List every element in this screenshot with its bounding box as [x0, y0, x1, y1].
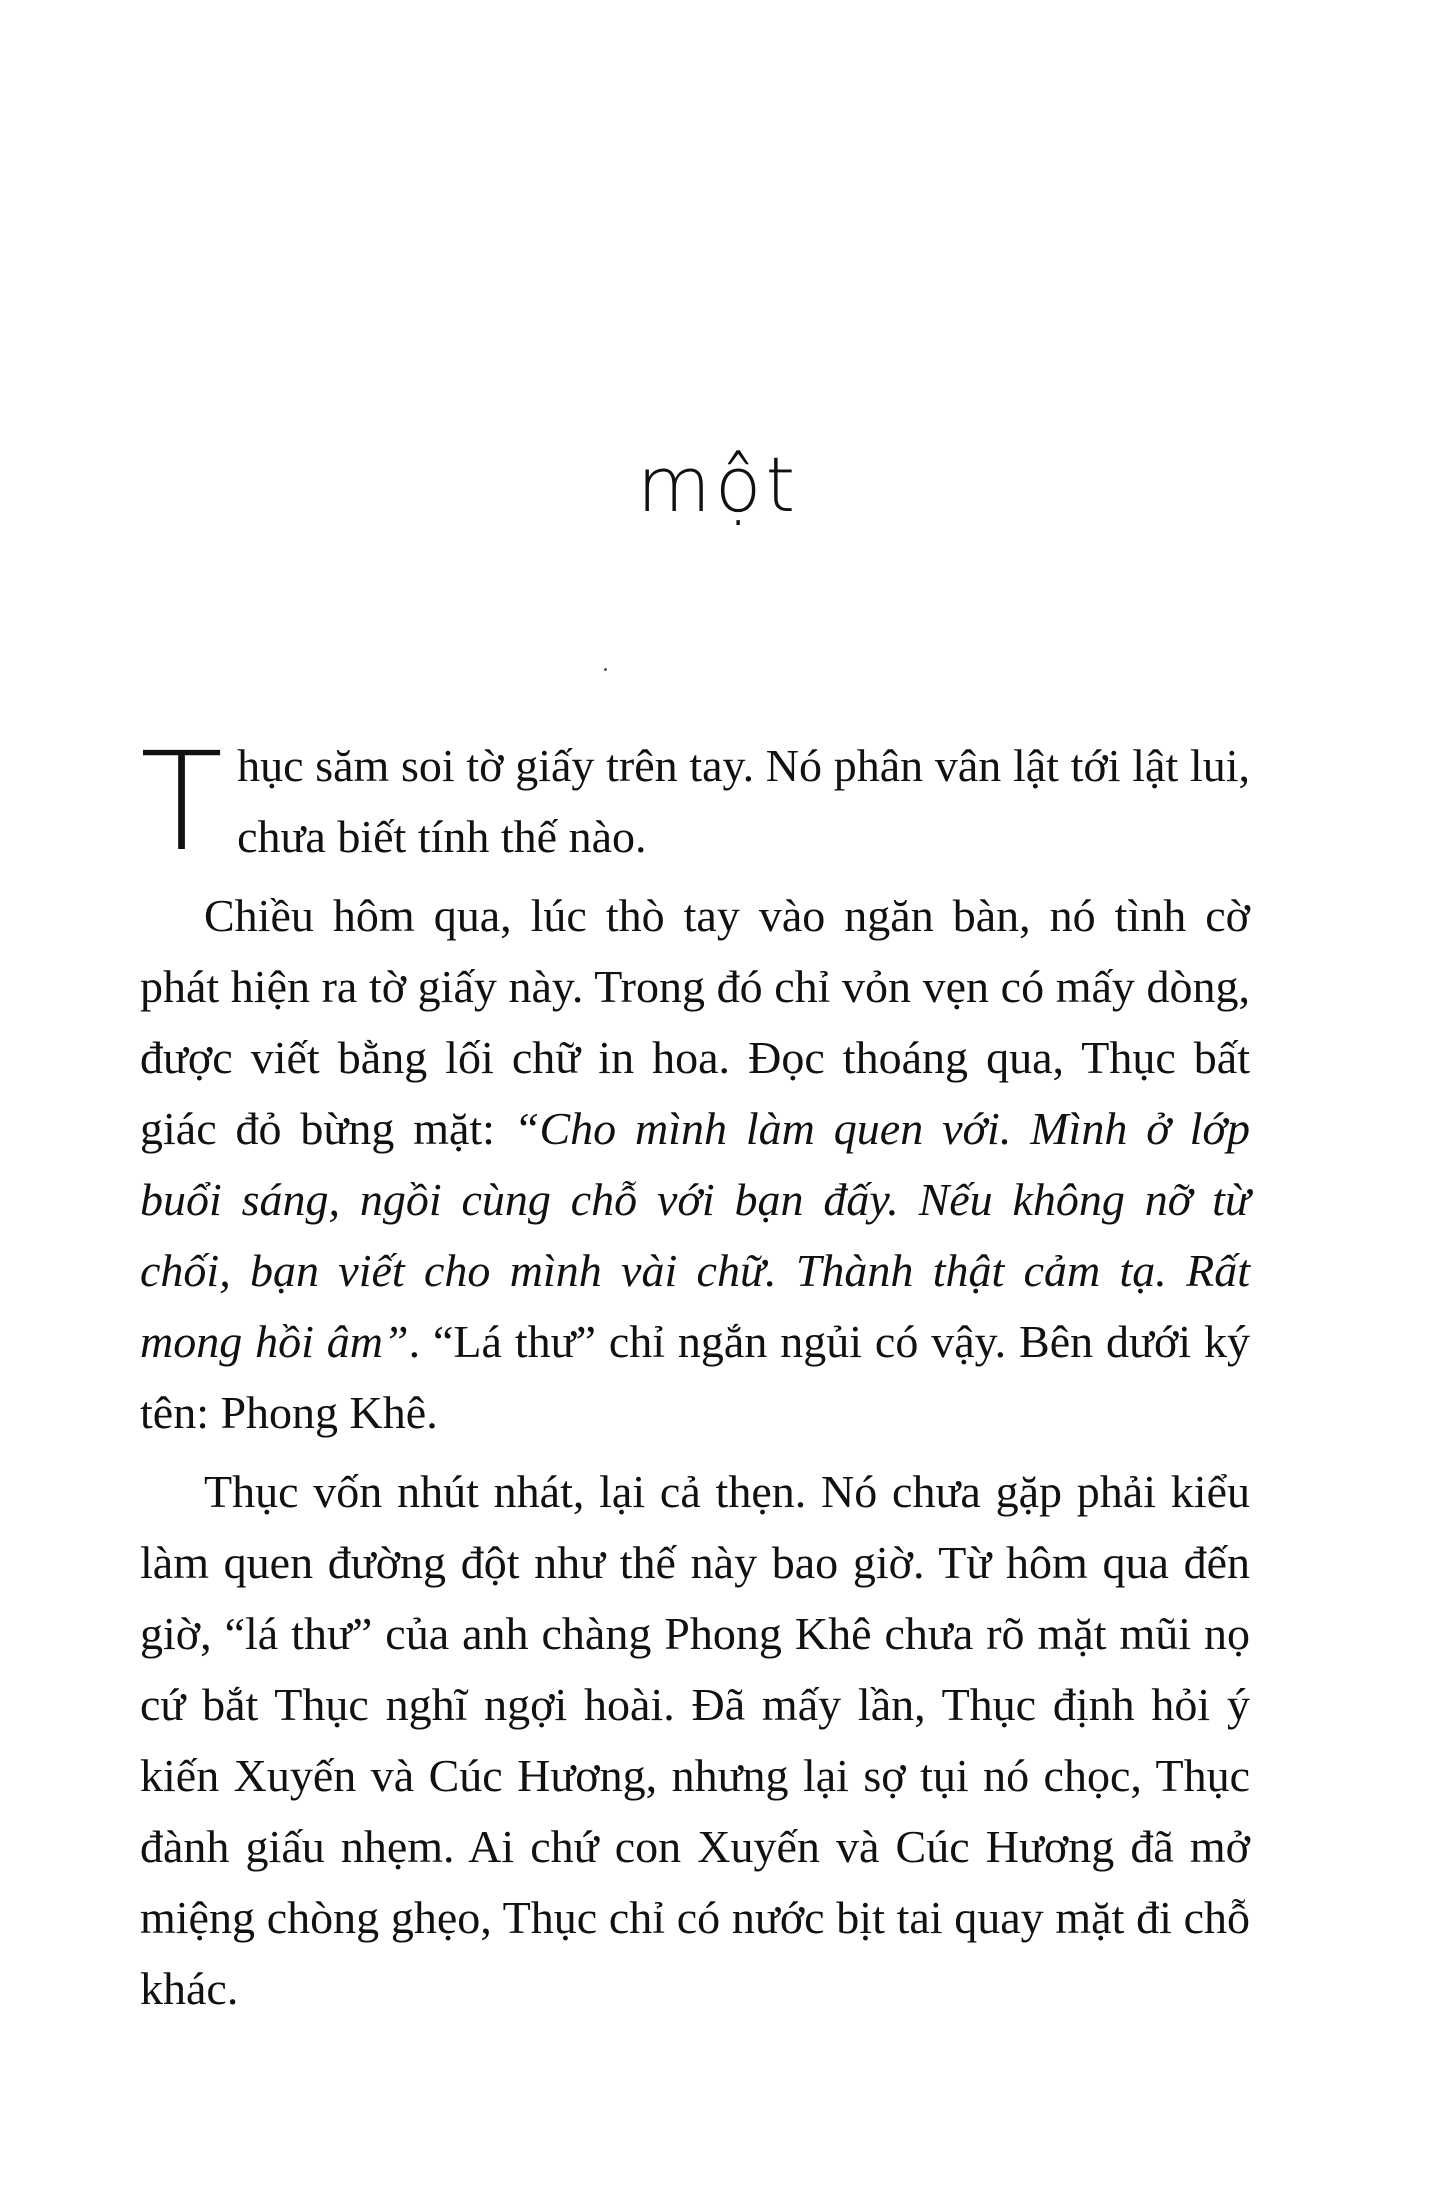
paragraph-2	[140, 880, 1250, 1448]
letter-quote: “Cho mình làm quen với. Mình ở lớp buổi sáng, ngồi cùng chỗ với bạn đấy. Nếu không nỡ từ chối, bạn viết cho mình vài chữ. Thành thật cảm tạ. Rất mong hồi âm”	[140, 1103, 1250, 1367]
chapter-body	[140, 724, 1250, 2032]
paragraph-3-text: Thục vốn nhút nhát, lại cả thẹn. Nó chưa gặp phải kiểu làm quen đường đột như thế này bao giờ. Từ hôm qua đến giờ, “lá thư” của anh chàng Phong Khê chưa rõ mặt mũi nọ cứ bắt Thục nghĩ ngợi hoài. Đã mấy lần, Thục định hỏi ý kiến Xuyến và Cúc Hương, nhưng lại sợ tụi nó chọc, Thục đành giấu nhẹm. Ai chứ con Xuyến và Cúc Hương đã mở miệng chòng ghẹo, Thục chỉ có nước bịt tai quay mặt đi chỗ khác.	[140, 1466, 1250, 2014]
paragraph-1	[140, 724, 1250, 882]
paragraph-2-before: Chiều hôm qua, lúc thò tay vào ngăn bàn, nó tình cờ phát hiện ra tờ giấy này. Trong đó chỉ vỏn vẹn có mấy dòng, được viết bằng lối chữ in hoa. Đọc thoáng qua, Thục bất giác đỏ bừng mặt:	[140, 890, 1250, 1154]
drop-cap: T	[140, 724, 224, 882]
paragraph-1-text: hục săm soi tờ giấy trên tay. Nó phân vân lật tới lật lui, chưa biết tính thế nào.	[237, 740, 1250, 862]
paper-speck	[604, 668, 607, 671]
paragraph-2-after: . “Lá thư” chỉ ngắn ngủi có vậy. Bên dưới ký tên: Phong Khê.	[140, 1316, 1250, 1438]
chapter-title: một	[636, 440, 800, 529]
paragraph-3	[140, 1456, 1250, 2024]
